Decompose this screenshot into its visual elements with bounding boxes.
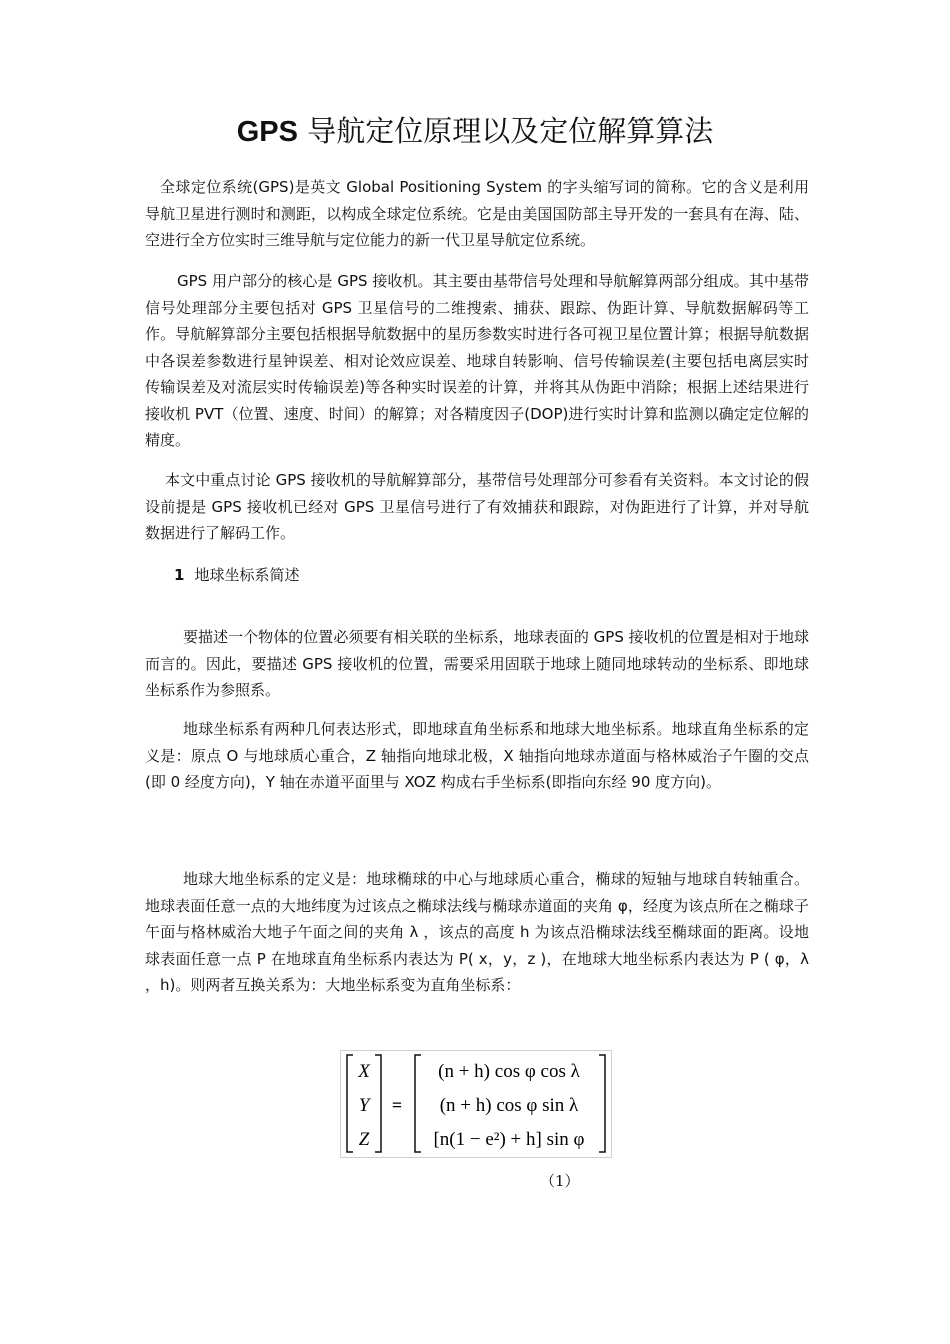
title-latin: GPS	[236, 116, 298, 148]
paragraph-cartesian: 地球坐标系有两种几何表达形式，即地球直角坐标系和地球大地坐标系。地球直角坐标系的定义是：原点 O 与地球质心重合，Z 轴指向地球北极，X 轴指向地球赤道面与格林威治子午圈的交点(即 0 经度方向)，Y 轴在赤道平面里与 XOZ 构成右手坐标系(即指向东经 90 度方向)。	[145, 720, 809, 791]
title-cjk: 导航定位原理以及定位解算算法	[298, 114, 714, 148]
formula-row-z: [n(1 − e²) + h] sin φ	[433, 1129, 585, 1150]
equation-number: （1）	[540, 1172, 580, 1190]
vector-x: X	[358, 1061, 370, 1082]
right-matrix-open-bracket	[415, 1055, 421, 1152]
section-title: 地球坐标系简述	[194, 566, 300, 584]
left-vector-close-bracket	[375, 1055, 381, 1152]
left-vector-open-bracket	[347, 1055, 353, 1152]
paragraph-geodetic: 地球大地坐标系的定义是：地球椭球的中心与地球质心重合，椭球的短轴与地球自转轴重合。地球表面任意一点的大地纬度为过该点之椭球法线与椭球赤道面的夹角 φ，经度为该点所在之椭球子午面与格林威治大地子午面之间的夹角 λ ，该点的高度 h 为该点沿椭球法线至椭球面的距离。设地球表面任意一点 P 在地球直角坐标系内表达为 P( x，y，z )，在地球大地坐标系内表达为 P ( φ，λ ，h)。则两者互换关系为：大地坐标系变为直角坐标系：	[145, 870, 809, 994]
paragraph-scope: 本文中重点讨论 GPS 接收机的导航解算部分，基带信号处理部分可参看有关资料。本文讨论的假设前提是 GPS 接收机已经对 GPS 卫星信号进行了有效捕获和跟踪，对伪距进行了计算，并对导航数据进行了解码工作。	[145, 471, 809, 542]
vector-z: Z	[358, 1129, 370, 1150]
document-title	[0, 108, 950, 155]
conversion-formula	[340, 1050, 612, 1158]
equals-sign: =	[391, 1095, 403, 1115]
vector-y: Y	[358, 1095, 370, 1116]
paragraph-receiver: GPS 用户部分的核心是 GPS 接收机。其主要由基带信号处理和导航解算两部分组成。其中基带信号处理部分主要包括对 GPS 卫星信号的二维搜索、捕获、跟踪、伪距计算、导航数据解码等工作。导航解算部分主要包括根据导航数据中的星历参数实时进行各可视卫星位置计算；根据导航数据中各误差参数进行星钟误差、相对论效应误差、地球自转影响、信号传输误差(主要包括电离层实时传输误差及对流层实时传输误差)等各种实时误差的计算，并将其从伪距中消除；根据上述结果进行接收机 PVT（位置、速度、时间）的解算；对各精度因子(DOP)进行实时计算和监测以确定定位解的精度。	[145, 272, 809, 449]
formula-graphic	[341, 1051, 611, 1157]
right-matrix-close-bracket	[599, 1055, 605, 1152]
paragraph-intro: 全球定位系统(GPS)是英文 Global Positioning System 的字头缩写词的简称。它的含义是利用导航卫星进行测时和测距，以构成全球定位系统。它是由美国国防部主导开发的一套具有在海、陆、空进行全方位实时三维导航与定位能力的新一代卫星导航定位系统。	[145, 178, 809, 249]
formula-row-x: (n + h) cos φ cos λ	[438, 1061, 580, 1082]
section-heading	[174, 562, 299, 588]
paragraph-coordinate-need: 要描述一个物体的位置必须要有相关联的坐标系，地球表面的 GPS 接收机的位置是相对于地球而言的。因此，要描述 GPS 接收机的位置，需要采用固联于地球上随同地球转动的坐标系、即地球坐标系作为参照系。	[145, 628, 809, 699]
formula-row-y: (n + h) cos φ sin λ	[439, 1095, 579, 1116]
section-number: 1	[174, 566, 185, 584]
